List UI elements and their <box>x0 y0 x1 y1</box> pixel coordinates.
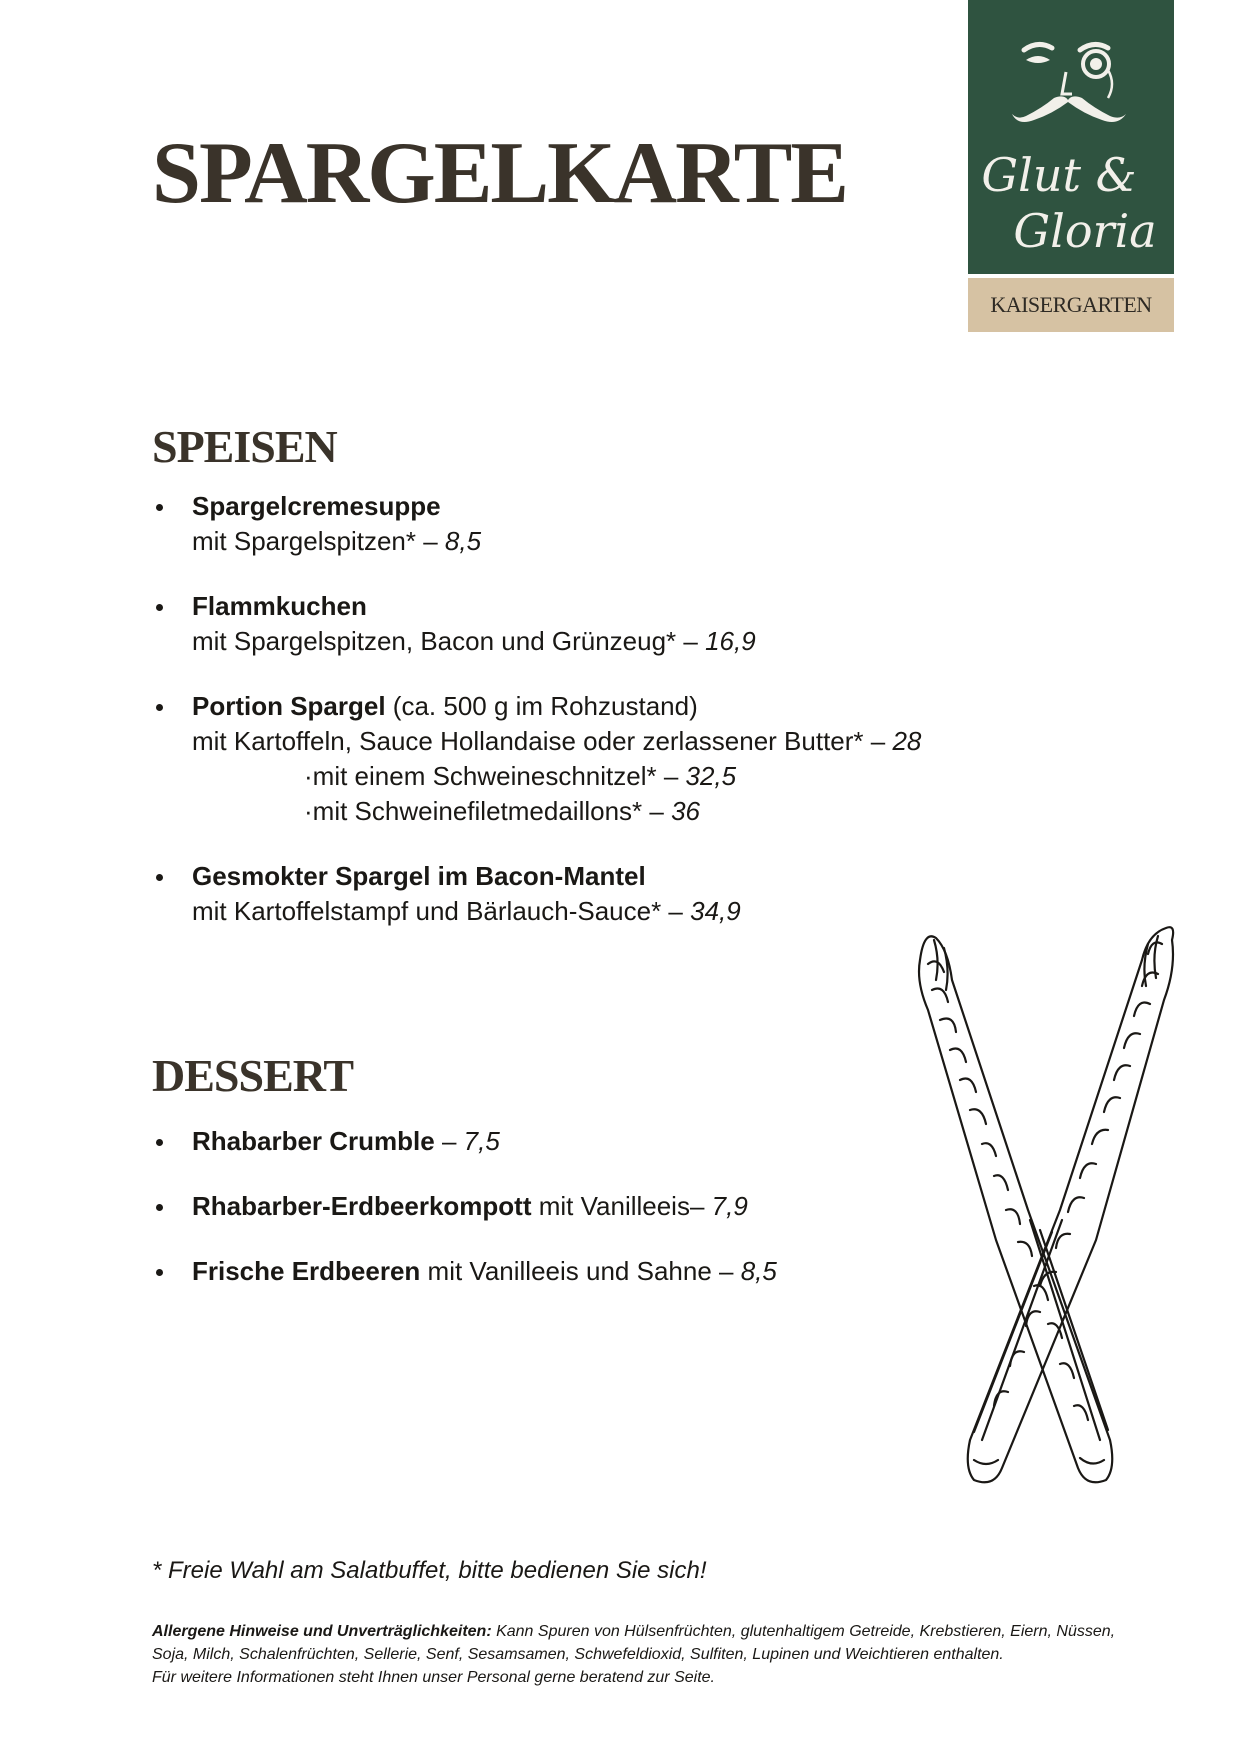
menu-item-name: Spargelcremesuppe <box>192 491 441 521</box>
dessert-heading: DESSERT <box>152 1050 354 1101</box>
asparagus-illustration <box>910 920 1190 1520</box>
menu-item-desc: mit Kartoffelstampf und Bärlauch-Sauce* – <box>192 896 691 926</box>
restaurant-logo <box>968 0 1174 332</box>
menu-item-name: Portion Spargel <box>192 691 386 721</box>
salad-buffet-note: * Freie Wahl am Salatbuffet, bitte bedienen Sie sich! <box>152 1557 707 1584</box>
menu-item-name: Rhabarber-Erdbeerkompott <box>192 1191 532 1221</box>
dessert-list <box>152 1124 972 1319</box>
menu-item-price: 8,5 <box>740 1256 777 1286</box>
logo-location-banner: KAISERGARTEN <box>968 278 1174 332</box>
menu-item-desc: mit Spargelspitzen* – <box>192 526 445 556</box>
menu-item-price: 34,9 <box>690 896 741 926</box>
speisen-heading: SPEISEN <box>152 421 337 472</box>
page-title: SPARGELKARTE <box>152 125 847 222</box>
logo-text-gloria: Gloria <box>1013 204 1157 258</box>
menu-item <box>152 489 972 559</box>
logo-text-glut: Glut & <box>981 148 1137 202</box>
menu-item <box>152 1254 972 1289</box>
allergy-notice <box>152 1620 1132 1689</box>
allergy-label: Allergene Hinweise und Unverträglichkeiten: <box>152 1623 492 1640</box>
option-price: 36 <box>671 796 700 826</box>
option-text: mit einem Schweineschnitzel* – <box>312 761 686 791</box>
menu-item-name: Rhabarber Crumble <box>192 1126 435 1156</box>
menu-item-price: 8,5 <box>444 526 482 556</box>
speisen-list <box>152 489 972 959</box>
menu-item <box>152 689 972 829</box>
logo-green-panel <box>968 0 1174 274</box>
menu-item <box>152 859 972 929</box>
menu-item-name: Flammkuchen <box>192 591 367 621</box>
menu-item <box>152 1124 972 1159</box>
menu-item-extra: (ca. 500 g im Rohzustand) <box>385 691 698 721</box>
option-text: mit Schweinefiletmedaillons* – <box>312 796 672 826</box>
allergy-text: Kann Spuren von Hülsenfrüchten, glutenhaltigem Getreide, Krebstieren, Eiern, Nüssen, Soja, Milch, Schalenfrüchten, Sellerie, Senf, Sesamsamen, Schwefeldioxid, Sulfiten, Lupinen und Weichtieren enthalten. <box>152 1623 1116 1663</box>
menu-item-desc: mit Vanilleeis und Sahne – <box>420 1256 741 1286</box>
menu-item-desc: mit Spargelspitzen, Bacon und Grünzeug* – <box>192 626 706 656</box>
menu-item-price: 7,5 <box>463 1126 500 1156</box>
menu-item <box>152 1189 972 1224</box>
menu-item-price: 28 <box>892 726 922 756</box>
menu-item-option <box>192 759 972 794</box>
menu-item-option <box>192 794 972 829</box>
menu-item-name: Gesmokter Spargel im Bacon-Mantel <box>192 861 646 891</box>
menu-item-price: 16,9 <box>705 626 756 656</box>
menu-item-desc: – <box>434 1126 464 1156</box>
allergy-info: Für weitere Informationen steht Ihnen unser Personal gerne beratend zur Seite. <box>152 1669 715 1686</box>
mustache-monocle-face-icon <box>1008 36 1134 126</box>
menu-item-name: Frische Erdbeeren <box>192 1256 421 1286</box>
menu-item <box>152 589 972 659</box>
option-price: 32,5 <box>685 761 737 791</box>
menu-item-desc: mit Kartoffeln, Sauce Hollandaise oder zerlassener Butter* – <box>192 726 893 756</box>
menu-item-price: 7,9 <box>711 1191 748 1221</box>
menu-item-desc: mit Vanilleeis– <box>531 1191 712 1221</box>
